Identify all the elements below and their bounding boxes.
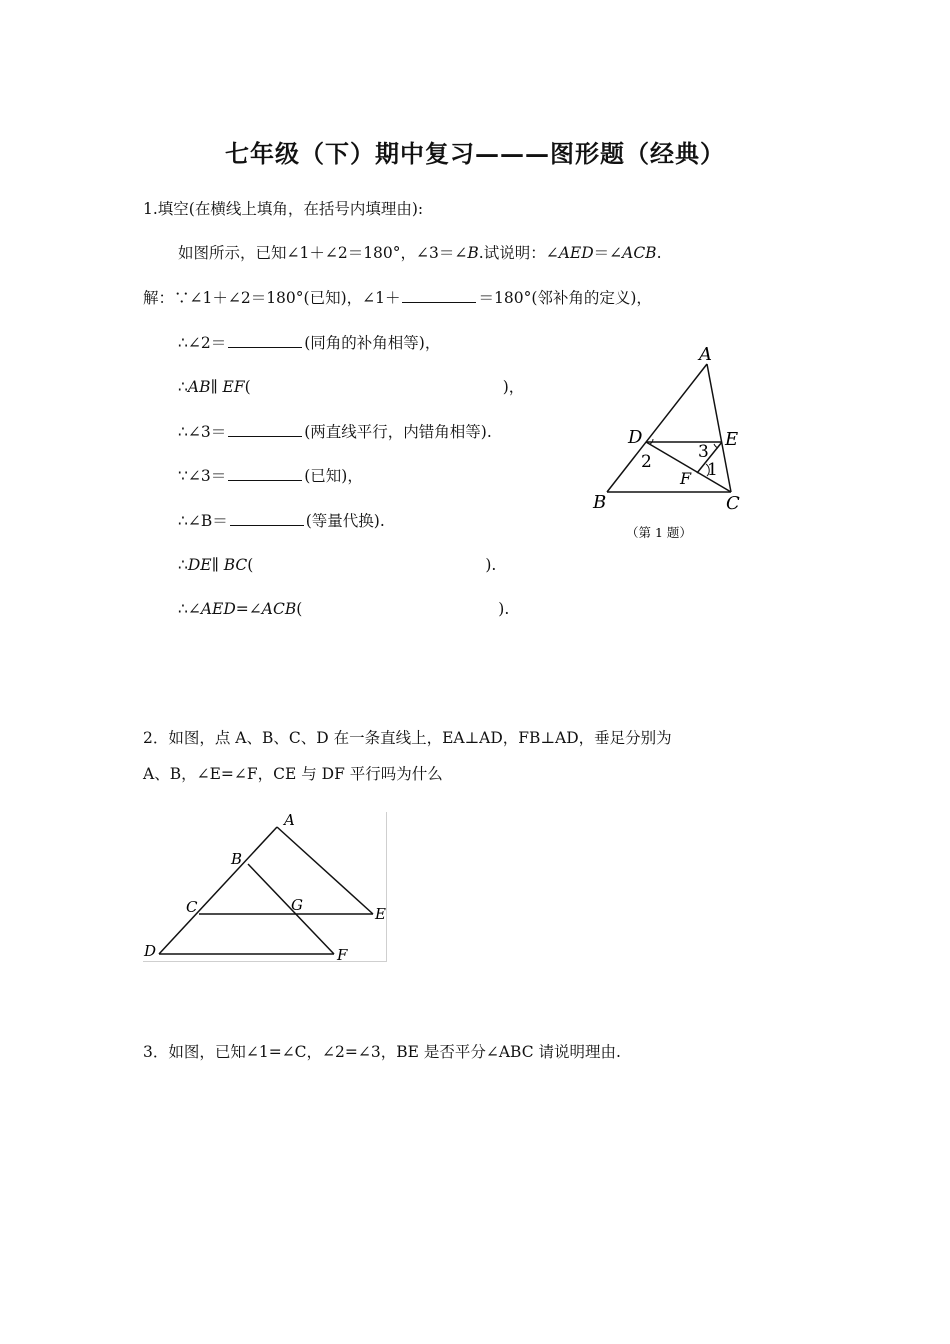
- label-D: D: [628, 427, 643, 448]
- q3-text: 3．如图，已知∠1=∠C，∠2=∠3，BE 是否平分∠ABC 请说明理由.: [143, 1043, 621, 1061]
- label-E: E: [375, 905, 386, 923]
- q1-given-d: AED: [558, 244, 594, 262]
- step3-text-d: )，: [502, 378, 525, 396]
- figure-1-caption: （第 1 题）: [626, 525, 692, 540]
- step2-text-b: (同角的补角相等)，: [304, 334, 441, 352]
- step6-text-b: (等量代换).: [305, 512, 385, 530]
- label-B: B: [593, 492, 607, 513]
- step6-text-a: ∴∠B＝: [178, 512, 228, 530]
- step8-text-d: ACB: [261, 600, 297, 618]
- label-angle-3: 3: [698, 442, 709, 462]
- step7-text-d: ).: [485, 556, 497, 574]
- q1-given-g: .: [656, 244, 662, 262]
- step8-text-c: =∠: [235, 600, 262, 618]
- label-G: G: [291, 896, 303, 914]
- step7-text-b: DE∥ BC: [187, 556, 248, 574]
- step1-text-b: ＝180°(邻补角的定义)，: [478, 289, 652, 307]
- step5-text-a: ∵∠3＝: [178, 467, 227, 485]
- label-F: F: [680, 469, 692, 488]
- q1-step-3: [178, 376, 524, 398]
- q1-step-8: [178, 598, 509, 620]
- answer-blank[interactable]: [228, 422, 302, 437]
- step8-text-f: ).: [498, 600, 510, 618]
- page-title: 七年级（下）期中复习———图形题（经典）: [225, 139, 725, 168]
- label-F: F: [337, 946, 348, 962]
- step7-text-a: ∴: [178, 556, 188, 574]
- step7-text-c: (: [247, 556, 254, 574]
- q1-given-a: 如图所示，已知∠1＋∠2＝180°，∠3＝∠: [178, 244, 468, 262]
- q1-step-5: [178, 465, 363, 487]
- step8-text-a: ∴∠: [178, 600, 201, 618]
- q1-step-7: [178, 554, 496, 576]
- label-A: A: [284, 812, 295, 829]
- step2-text-a: ∴∠2＝: [178, 334, 227, 352]
- label-C: C: [186, 898, 198, 916]
- step4-text-a: ∴∠3＝: [178, 423, 227, 441]
- figure-1-triangle-diagram: [580, 340, 770, 545]
- q1-given-e: ＝∠: [593, 244, 623, 262]
- q1-step-6: [178, 510, 385, 532]
- answer-blank[interactable]: [230, 511, 304, 526]
- step3-text-a: ∴: [178, 378, 188, 396]
- step3-text-b: AB∥ EF: [187, 378, 245, 396]
- answer-blank[interactable]: [228, 466, 302, 481]
- q1-step-1: [143, 287, 652, 309]
- label-C: C: [726, 493, 740, 514]
- step4-text-b: (两直线平行，内错角相等).: [304, 423, 492, 441]
- figure-2-diagram: [143, 812, 387, 962]
- answer-blank[interactable]: [402, 288, 476, 303]
- step8-text-b: AED: [200, 600, 236, 618]
- q1-given-b: B: [467, 244, 479, 262]
- label-D: D: [144, 942, 157, 960]
- q1-header: 1.填空(在横线上填角，在括号内填理由):: [143, 200, 424, 218]
- label-B: B: [231, 850, 243, 868]
- answer-blank[interactable]: [228, 333, 302, 348]
- label-E: E: [725, 429, 739, 450]
- q2-text-line-1: 2．如图，点 A、B、C、D 在一条直线上，EA⊥AD，FB⊥AD，垂足分别为: [143, 729, 672, 747]
- q2-text-line-2: A、B，∠E=∠F，CE 与 DF 平行吗为什么: [143, 765, 443, 783]
- label-A: A: [699, 344, 712, 365]
- q1-step-2: [178, 332, 440, 354]
- q1-given: [178, 242, 662, 264]
- q1-given-c: .试说明：∠: [478, 244, 559, 262]
- angle-arc-3: [714, 444, 718, 448]
- q1-step-4: [178, 421, 492, 443]
- segment-AB: [607, 364, 707, 492]
- label-angle-1: 1: [707, 460, 718, 480]
- q1-given-f: ACB: [622, 244, 657, 262]
- label-angle-2: 2: [641, 452, 652, 472]
- step5-text-b: (已知)，: [304, 467, 363, 485]
- step1-text-a: 解：∵∠1＋∠2＝180°(已知)，∠1＋: [143, 289, 401, 307]
- step8-text-e: (: [296, 600, 303, 618]
- segment-AD: [159, 827, 277, 954]
- step3-text-c: (: [244, 378, 251, 396]
